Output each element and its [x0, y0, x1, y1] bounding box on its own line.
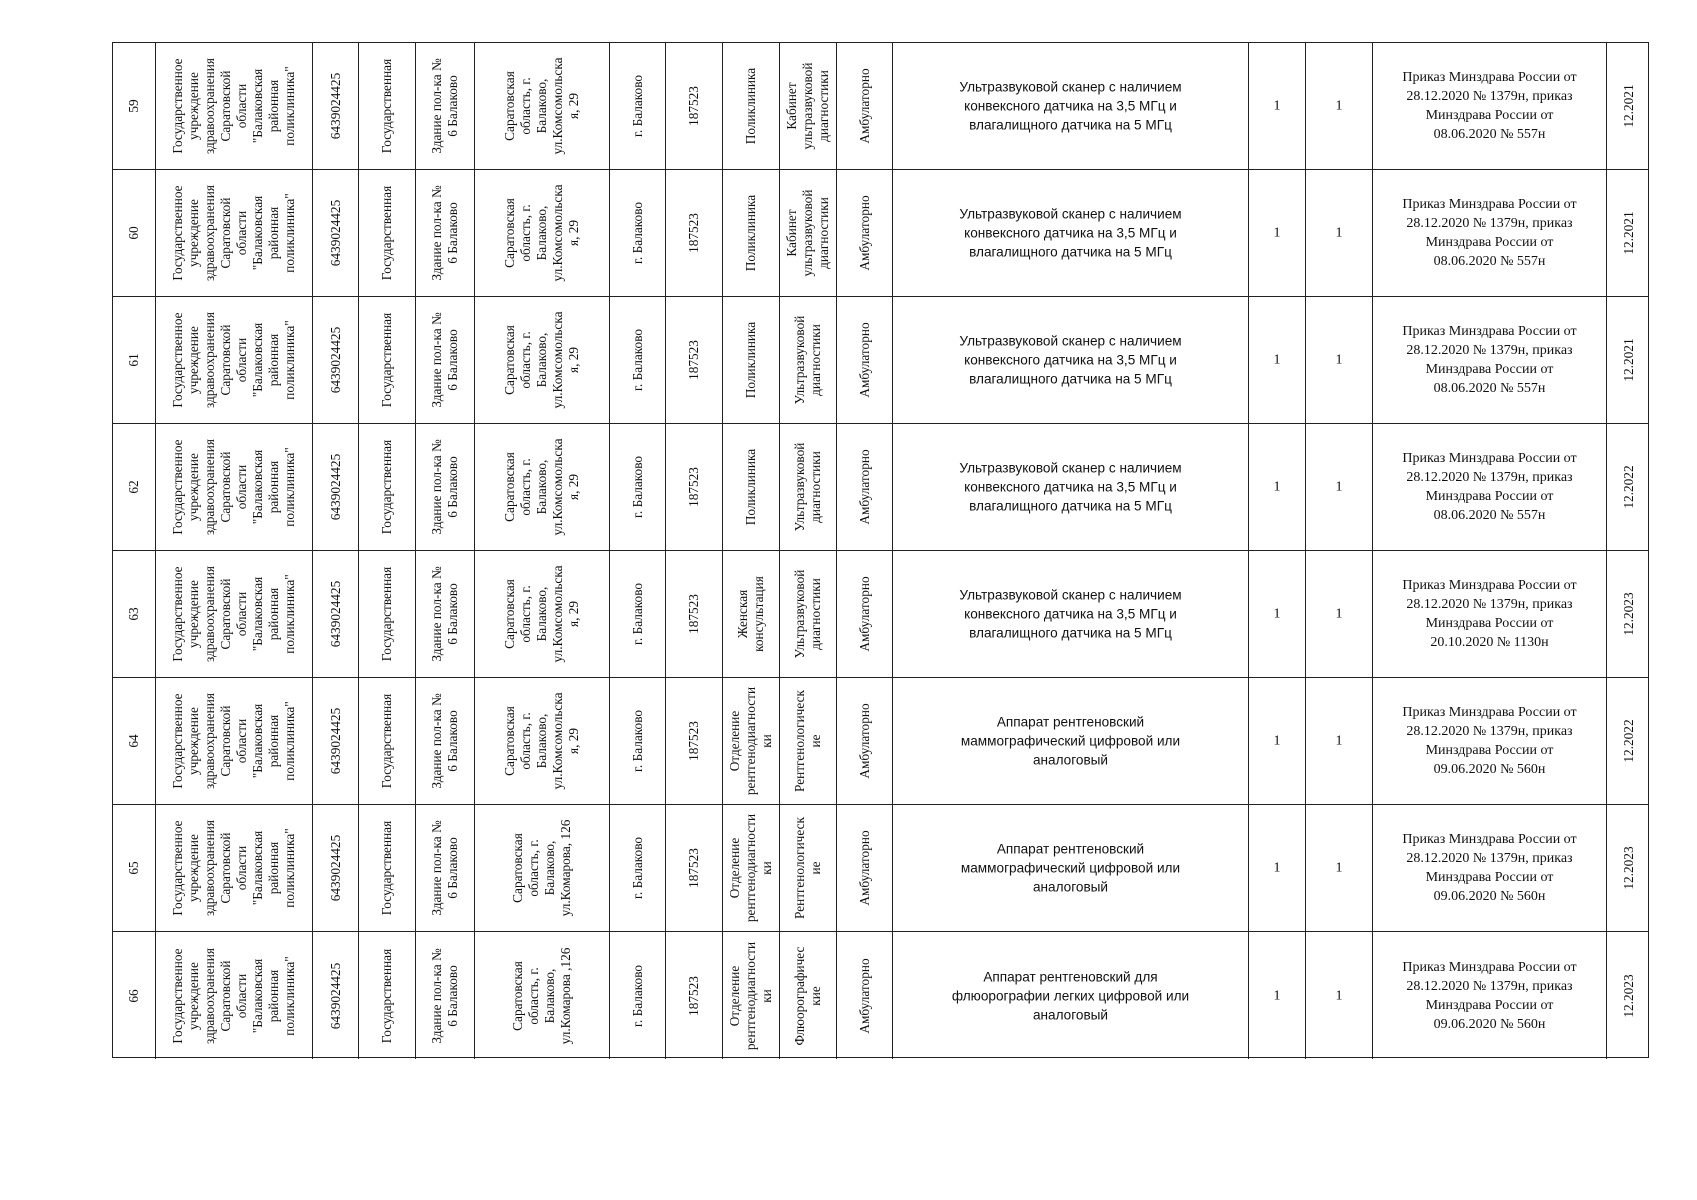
cell-order: [1373, 170, 1607, 296]
cell-equipment-text: Аппарат рентгеновский маммографический цифровой или аналоговый: [960, 841, 1181, 895]
cell-inn: [313, 932, 359, 1059]
cell-quantity-2: [1306, 43, 1373, 169]
cell-quantity-2: [1306, 170, 1373, 296]
cell-quantity-1: [1249, 170, 1306, 296]
cell-care-type: [837, 170, 893, 296]
equipment-table: [112, 42, 1649, 1058]
cell-department: [723, 551, 780, 677]
cell-ownership-form-text: Государственная: [379, 693, 394, 789]
cell-city: [610, 297, 666, 423]
cell-equipment-text: Ультразвуковой сканер с наличием конвексного датчика на 3,5 МГц и влагалищного датчика на 5 МГц: [959, 460, 1182, 514]
cell-row-number-text: 66: [126, 988, 141, 1003]
cell-date: [1607, 551, 1650, 677]
cell-ownership-form: [359, 170, 416, 296]
cell-date: [1607, 424, 1650, 550]
cell-inn: [313, 297, 359, 423]
cell-room-text: Ультразвуковой диагностики: [792, 569, 823, 659]
cell-ownership-form: [359, 297, 416, 423]
cell-room-text: Рентгенологическ ие: [792, 690, 823, 792]
cell-quantity-1: [1249, 424, 1306, 550]
cell-department: [723, 932, 780, 1059]
cell-row-number: [113, 805, 156, 931]
cell-row-number: [113, 551, 156, 677]
cell-row-number: [113, 297, 156, 423]
cell-city: [610, 678, 666, 804]
cell-ownership-form-text: Государственная: [379, 58, 394, 154]
cell-quantity-1-text: 1: [1273, 479, 1281, 495]
cell-address: [475, 297, 610, 423]
cell-row-number: [113, 170, 156, 296]
cell-organization: [156, 297, 313, 423]
cell-inn-text: 6439024425: [327, 72, 343, 140]
cell-date: [1607, 43, 1650, 169]
cell-room-text: Флюорографичес кие: [792, 946, 823, 1045]
cell-equipment-text: Аппарат рентгеновский маммографический цифровой или аналоговый: [960, 714, 1181, 768]
cell-row-number: [113, 424, 156, 550]
cell-code: [666, 43, 723, 169]
cell-city: [610, 551, 666, 677]
cell-row-number: [113, 678, 156, 804]
cell-equipment: [893, 43, 1249, 169]
cell-organization-text: Государственное учреждение здравоохранения Саратовской области "Балаковская районная поликлиника": [170, 819, 297, 917]
cell-date: [1607, 297, 1650, 423]
cell-order: [1373, 932, 1607, 1059]
cell-building-text: Здание пол-ка № 6 Балаково: [429, 693, 460, 789]
cell-inn-text: 6439024425: [327, 580, 343, 648]
cell-building-text: Здание пол-ка № 6 Балаково: [429, 947, 460, 1044]
cell-quantity-2: [1306, 424, 1373, 550]
cell-department-text: Поликлиника: [743, 448, 758, 526]
cell-date-text: 12.2023: [1620, 973, 1636, 1018]
cell-building: [416, 805, 475, 931]
cell-row-number-text: 59: [126, 99, 141, 113]
cell-care-type-text: Амбулаторно: [856, 957, 872, 1034]
cell-address: [475, 805, 610, 931]
cell-quantity-1-text: 1: [1273, 733, 1281, 749]
cell-ownership-form-text: Государственная: [379, 312, 394, 408]
cell-order-text: Приказ Минздрава России от 28.12.2020 № 1379н, приказ Минздрава России от 08.06.2020 № 557н: [1402, 70, 1577, 142]
cell-organization: [156, 424, 313, 550]
cell-order-text: Приказ Минздрава России от 28.12.2020 № 1379н, приказ Минздрава России от 08.06.2020 № 557н: [1402, 451, 1577, 523]
cell-quantity-2-text: 1: [1335, 860, 1343, 876]
cell-inn-text: 6439024425: [327, 326, 343, 394]
cell-inn: [313, 678, 359, 804]
cell-inn-text: 6439024425: [327, 453, 343, 521]
cell-department-text: Отделение рентгенодиагности ки: [727, 813, 774, 923]
cell-city-text: г. Балаково: [629, 836, 645, 900]
cell-equipment: [893, 678, 1249, 804]
cell-address: [475, 678, 610, 804]
cell-equipment: [893, 932, 1249, 1059]
cell-care-type-text: Амбулаторно: [856, 703, 872, 779]
cell-order-text: Приказ Минздрава России от 28.12.2020 № 1379н, приказ Минздрава России от 08.06.2020 № 557н: [1402, 324, 1577, 396]
cell-room: [780, 424, 837, 550]
table-row: [113, 170, 1648, 297]
table-row: [113, 43, 1648, 170]
cell-order: [1373, 551, 1607, 677]
cell-code-text: 187523: [686, 86, 701, 126]
table-row: [113, 551, 1648, 678]
cell-building-text: Здание пол-ка № 6 Балаково: [429, 312, 460, 408]
cell-care-type-text: Амбулаторно: [856, 195, 872, 271]
cell-care-type-text: Амбулаторно: [856, 830, 872, 906]
cell-quantity-2: [1306, 678, 1373, 804]
cell-address: [475, 43, 610, 169]
cell-organization-text: Государственное учреждение здравоохранения Саратовской области "Балаковская районная поликлиника": [170, 692, 297, 790]
cell-room-text: Ультразвуковой диагностики: [792, 315, 823, 405]
cell-organization: [156, 805, 313, 931]
cell-quantity-2-text: 1: [1335, 479, 1343, 495]
cell-building: [416, 170, 475, 296]
table-row: [113, 424, 1648, 551]
cell-date: [1607, 932, 1650, 1059]
cell-address-text: Саратовская область, г. Балаково, ул.Комсомольска я, 29: [502, 438, 581, 536]
table-row: [113, 805, 1648, 932]
cell-care-type: [837, 424, 893, 550]
cell-quantity-2: [1306, 932, 1373, 1059]
cell-code-text: 187523: [686, 975, 701, 1016]
cell-row-number-text: 64: [126, 734, 141, 748]
cell-room-text: Кабинет ультразвуковой диагностики: [784, 62, 831, 150]
cell-inn: [313, 170, 359, 296]
cell-row-number: [113, 43, 156, 169]
cell-city-text: г. Балаково: [629, 74, 645, 138]
cell-building-text: Здание пол-ка № 6 Балаково: [429, 185, 460, 281]
cell-room: [780, 43, 837, 169]
cell-row-number-text: 63: [126, 607, 141, 621]
cell-order-text: Приказ Минздрава России от 28.12.2020 № 1379н, приказ Минздрава России от 20.10.2020 № 1130н: [1402, 578, 1577, 650]
cell-room: [780, 297, 837, 423]
cell-ownership-form: [359, 678, 416, 804]
cell-organization: [156, 678, 313, 804]
cell-ownership-form-text: Государственная: [379, 948, 394, 1043]
cell-order: [1373, 424, 1607, 550]
cell-room-text: Ультразвуковой диагностики: [792, 442, 823, 532]
cell-ownership-form-text: Государственная: [379, 439, 394, 535]
cell-address-text: Саратовская область, г. Балаково, ул.Комсомольска я, 29: [502, 692, 581, 790]
cell-quantity-1-text: 1: [1273, 225, 1281, 241]
cell-building: [416, 43, 475, 169]
cell-order: [1373, 805, 1607, 931]
cell-inn: [313, 805, 359, 931]
cell-care-type-text: Амбулаторно: [856, 68, 872, 144]
cell-department: [723, 424, 780, 550]
cell-address: [475, 170, 610, 296]
cell-quantity-1: [1249, 43, 1306, 169]
cell-quantity-1: [1249, 551, 1306, 677]
cell-row-number-text: 61: [126, 353, 141, 367]
cell-code-text: 187523: [686, 213, 701, 253]
cell-city-text: г. Балаково: [629, 455, 645, 519]
cell-equipment-text: Ультразвуковой сканер с наличием конвексного датчика на 3,5 МГц и влагалищного датчика на 5 МГц: [959, 333, 1182, 387]
cell-organization: [156, 43, 313, 169]
cell-organization-text: Государственное учреждение здравоохранения Саратовской области "Балаковская районная поликлиника": [170, 184, 297, 282]
cell-building-text: Здание пол-ка № 6 Балаково: [429, 439, 460, 535]
cell-organization-text: Государственное учреждение здравоохранения Саратовской области "Балаковская районная поликлиника": [170, 57, 297, 155]
cell-department-text: Женская консультация: [735, 576, 766, 652]
cell-row-number-text: 65: [126, 861, 141, 875]
cell-quantity-2-text: 1: [1335, 225, 1343, 241]
cell-building: [416, 297, 475, 423]
cell-city-text: г. Балаково: [629, 582, 645, 646]
table-row: [113, 678, 1648, 805]
cell-ownership-form: [359, 805, 416, 931]
cell-equipment-text: Ультразвуковой сканер с наличием конвексного датчика на 3,5 МГц и влагалищного датчика на 5 МГц: [959, 206, 1182, 260]
cell-department: [723, 297, 780, 423]
cell-room: [780, 678, 837, 804]
cell-organization-text: Государственное учреждение здравоохранения Саратовской области "Балаковская районная поликлиника": [170, 311, 297, 409]
cell-order: [1373, 678, 1607, 804]
cell-row-number: [113, 932, 156, 1059]
cell-equipment: [893, 805, 1249, 931]
cell-city-text: г. Балаково: [629, 964, 645, 1027]
cell-address-text: Саратовская область, г. Балаково, ул.Комсомольска я, 29: [502, 57, 581, 155]
cell-department-text: Отделение рентгенодиагности ки: [727, 686, 774, 796]
cell-code: [666, 805, 723, 931]
cell-quantity-1-text: 1: [1273, 98, 1281, 114]
cell-department: [723, 678, 780, 804]
cell-order-text: Приказ Минздрава России от 28.12.2020 № 1379н, приказ Минздрава России от 09.06.2020 № 560н: [1402, 959, 1577, 1032]
cell-inn-text: 6439024425: [327, 962, 343, 1029]
cell-quantity-1-text: 1: [1273, 352, 1281, 368]
cell-organization-text: Государственное учреждение здравоохранения Саратовской области "Балаковская районная поликлиника": [170, 947, 297, 1044]
cell-address: [475, 551, 610, 677]
cell-building-text: Здание пол-ка № 6 Балаково: [429, 566, 460, 662]
cell-ownership-form-text: Государственная: [379, 820, 394, 916]
cell-ownership-form: [359, 932, 416, 1059]
cell-date-text: 12.2022: [1620, 719, 1636, 763]
cell-quantity-1: [1249, 805, 1306, 931]
cell-code: [666, 297, 723, 423]
cell-department: [723, 170, 780, 296]
cell-address-text: Саратовская область, г. Балаково, ул.Комсомольска я, 29: [502, 184, 581, 282]
cell-room: [780, 170, 837, 296]
cell-department: [723, 805, 780, 931]
cell-date-text: 12.2022: [1620, 465, 1636, 509]
cell-building: [416, 932, 475, 1059]
cell-order: [1373, 297, 1607, 423]
cell-building-text: Здание пол-ка № 6 Балаково: [429, 820, 460, 916]
cell-organization-text: Государственное учреждение здравоохранения Саратовской области "Балаковская районная поликлиника": [170, 565, 297, 663]
cell-city: [610, 805, 666, 931]
cell-equipment: [893, 551, 1249, 677]
cell-address-text: Саратовская область, г. Балаково, ул.Комсомольска я, 29: [502, 311, 581, 409]
cell-quantity-2-text: 1: [1335, 606, 1343, 622]
cell-city: [610, 170, 666, 296]
cell-care-type: [837, 678, 893, 804]
cell-ownership-form-text: Государственная: [379, 566, 394, 662]
cell-date: [1607, 170, 1650, 296]
cell-inn-text: 6439024425: [327, 834, 343, 902]
cell-quantity-2: [1306, 805, 1373, 931]
cell-inn: [313, 551, 359, 677]
cell-equipment-text: Ультразвуковой сканер с наличием конвексного датчика на 3,5 МГц и влагалищного датчика на 5 МГц: [959, 587, 1182, 641]
cell-building-text: Здание пол-ка № 6 Балаково: [429, 58, 460, 154]
cell-order-text: Приказ Минздрава России от 28.12.2020 № 1379н, приказ Минздрава России от 08.06.2020 № 557н: [1402, 197, 1577, 269]
cell-quantity-2-text: 1: [1335, 988, 1343, 1003]
cell-department-text: Отделение рентгенодиагности ки: [727, 941, 774, 1050]
cell-order-text: Приказ Минздрава России от 28.12.2020 № 1379н, приказ Минздрава России от 09.06.2020 № 560н: [1402, 832, 1577, 904]
cell-date-text: 12.2021: [1620, 211, 1636, 255]
cell-room: [780, 932, 837, 1059]
cell-code-text: 187523: [686, 467, 701, 507]
cell-organization: [156, 932, 313, 1059]
cell-care-type: [837, 43, 893, 169]
cell-building: [416, 424, 475, 550]
table-row: [113, 932, 1648, 1059]
cell-date-text: 12.2021: [1620, 84, 1636, 128]
cell-row-number-text: 62: [126, 480, 141, 494]
cell-quantity-2: [1306, 551, 1373, 677]
cell-quantity-2: [1306, 297, 1373, 423]
cell-order-text: Приказ Минздрава России от 28.12.2020 № 1379н, приказ Минздрава России от 09.06.2020 № 560н: [1402, 705, 1577, 777]
cell-equipment-text: Ультразвуковой сканер с наличием конвексного датчика на 3,5 МГц и влагалищного датчика на 5 МГц: [959, 79, 1182, 133]
cell-inn: [313, 43, 359, 169]
cell-equipment: [893, 170, 1249, 296]
cell-city-text: г. Балаково: [629, 201, 645, 265]
cell-address-text: Саратовская область, г. Балаково, ул.Комсомольска я, 29: [502, 565, 581, 663]
cell-city: [610, 43, 666, 169]
cell-building: [416, 678, 475, 804]
cell-building: [416, 551, 475, 677]
cell-inn-text: 6439024425: [327, 199, 343, 267]
table-row: [113, 297, 1648, 424]
cell-address-text: Саратовская область, г. Балаково, ул.Комарова ,126: [510, 947, 573, 1044]
cell-care-type-text: Амбулаторно: [856, 322, 872, 398]
cell-quantity-1-text: 1: [1273, 988, 1281, 1003]
cell-department: [723, 43, 780, 169]
cell-code: [666, 932, 723, 1059]
cell-date-text: 12.2023: [1620, 592, 1636, 636]
cell-address-text: Саратовская область, г. Балаково, ул.Комарова, 126: [510, 819, 573, 917]
cell-care-type-text: Амбулаторно: [856, 449, 872, 525]
cell-quantity-1-text: 1: [1273, 860, 1281, 876]
cell-code-text: 187523: [686, 594, 701, 634]
cell-date: [1607, 678, 1650, 804]
cell-quantity-1: [1249, 932, 1306, 1059]
cell-address: [475, 932, 610, 1059]
cell-department-text: Поликлиника: [743, 321, 758, 399]
cell-date: [1607, 805, 1650, 931]
cell-city-text: г. Балаково: [629, 709, 645, 773]
cell-quantity-1: [1249, 297, 1306, 423]
cell-code-text: 187523: [686, 721, 701, 761]
cell-date-text: 12.2023: [1620, 846, 1636, 890]
cell-room: [780, 805, 837, 931]
cell-date-text: 12.2021: [1620, 338, 1636, 382]
cell-equipment: [893, 297, 1249, 423]
cell-care-type: [837, 805, 893, 931]
cell-city-text: г. Балаково: [629, 328, 645, 392]
cell-room: [780, 551, 837, 677]
cell-quantity-2-text: 1: [1335, 352, 1343, 368]
cell-city: [610, 932, 666, 1059]
cell-address: [475, 424, 610, 550]
cell-department-text: Поликлиника: [743, 67, 758, 145]
cell-ownership-form: [359, 424, 416, 550]
cell-quantity-2-text: 1: [1335, 733, 1343, 749]
cell-ownership-form: [359, 43, 416, 169]
cell-code: [666, 170, 723, 296]
cell-city: [610, 424, 666, 550]
cell-quantity-1: [1249, 678, 1306, 804]
cell-equipment: [893, 424, 1249, 550]
cell-code: [666, 678, 723, 804]
cell-code-text: 187523: [686, 848, 701, 888]
cell-care-type: [837, 932, 893, 1059]
cell-ownership-form: [359, 551, 416, 677]
cell-ownership-form-text: Государственная: [379, 185, 394, 281]
cell-organization: [156, 551, 313, 677]
cell-room-text: Рентгенологическ ие: [792, 817, 823, 919]
cell-inn: [313, 424, 359, 550]
cell-room-text: Кабинет ультразвуковой диагностики: [784, 189, 831, 277]
cell-organization-text: Государственное учреждение здравоохранения Саратовской области "Балаковская районная поликлиника": [170, 438, 297, 536]
cell-care-type: [837, 551, 893, 677]
cell-organization: [156, 170, 313, 296]
cell-inn-text: 6439024425: [327, 707, 343, 775]
cell-code-text: 187523: [686, 340, 701, 380]
cell-code: [666, 424, 723, 550]
cell-care-type-text: Амбулаторно: [856, 576, 872, 652]
cell-row-number-text: 60: [126, 226, 141, 240]
cell-care-type: [837, 297, 893, 423]
cell-order: [1373, 43, 1607, 169]
cell-quantity-1-text: 1: [1273, 606, 1281, 622]
cell-equipment-text: Аппарат рентгеновский для флюорографии легких цифровой или аналоговый: [951, 969, 1190, 1022]
cell-quantity-2-text: 1: [1335, 98, 1343, 114]
cell-code: [666, 551, 723, 677]
cell-department-text: Поликлиника: [743, 194, 758, 272]
